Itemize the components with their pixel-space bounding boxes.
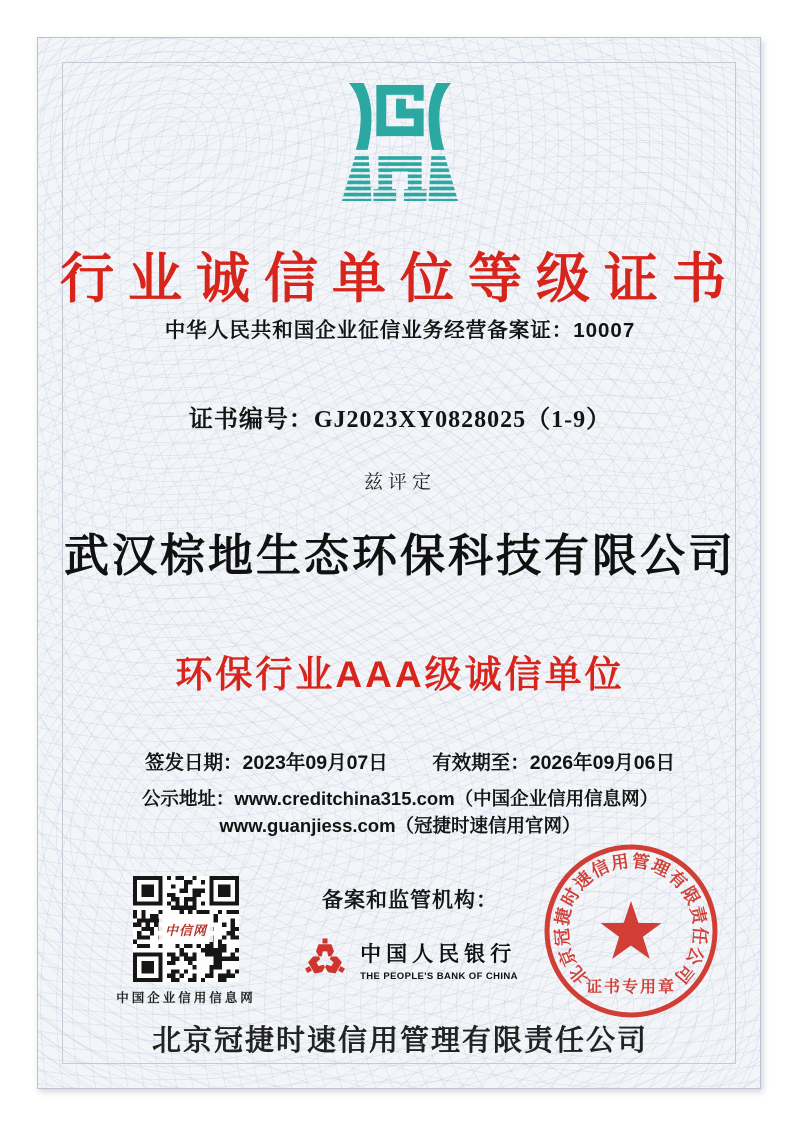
certificate-seal: [541, 841, 721, 1021]
certificate-title: 行业诚信单位等级证书: [60, 249, 740, 309]
publish-address-line2: www.guanjiess.com（冠捷时速信用官网）: [219, 815, 581, 836]
certificate-number: 证书编号：GJ2023XY0828025（1-9）: [188, 407, 612, 433]
pboc-name-en: THE PEOPLE'S BANK OF CHINA: [360, 971, 518, 982]
regulator-label: 备案和监管机构：: [322, 888, 498, 912]
pboc-emblem-icon: [302, 936, 348, 984]
issue-date-label: 签发日期：: [145, 752, 243, 774]
issue-date-value: 2023年09月07日: [242, 752, 388, 774]
issue-date: [145, 747, 388, 775]
filing-subtitle: 中华人民共和国企业征信业务经营备案证：10007: [164, 319, 636, 342]
date-row: [145, 747, 675, 775]
pboc-name-cn: 中国人民银行: [360, 942, 517, 966]
valid-until-label: 有效期至：: [432, 752, 530, 774]
regulator-section: [270, 884, 550, 984]
company-name: 武汉棕地生态环保科技有限公司: [63, 531, 736, 581]
brand-logo: [0, 82, 800, 209]
issuer-name: 北京冠捷时速信用管理有限责任公司: [151, 1025, 648, 1057]
seal-center-label: 证书专用章: [585, 979, 677, 996]
qr-caption: 中国企业信用信息网: [116, 991, 256, 1005]
valid-until-value: 2026年09月06日: [529, 752, 675, 774]
pboc-logo: [270, 936, 550, 984]
assessment-intro: 兹评定: [363, 472, 436, 493]
seal-star-icon: [601, 901, 662, 959]
seal-ring-text: 北京冠捷时速信用管理有限责任公司: [551, 850, 711, 989]
qr-center-label: 中信网: [159, 916, 213, 942]
publish-address: [0, 785, 800, 839]
award-title: 环保行业AAA级诚信单位: [175, 654, 625, 695]
gj-ding-logo-icon: [341, 82, 459, 204]
qr-block: [116, 876, 256, 1005]
publish-address-line1: 公示地址：www.creditchina315.com（中国企业信用信息网）: [141, 788, 659, 809]
valid-until: [432, 747, 675, 775]
